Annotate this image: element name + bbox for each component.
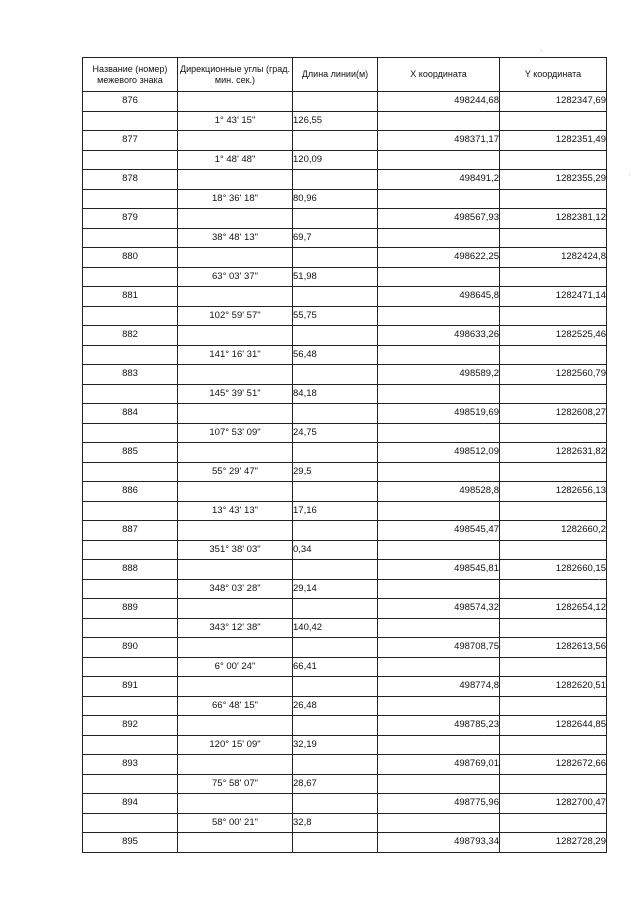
empty-cell — [293, 599, 378, 619]
table-header-row — [83, 58, 607, 92]
empty-cell — [293, 521, 378, 541]
table-row-point — [83, 326, 607, 346]
mark-number: 891 — [83, 677, 178, 697]
empty-cell — [293, 287, 378, 307]
y-coordinate: 1282351,49 — [500, 131, 607, 151]
empty-cell — [293, 482, 378, 502]
x-coordinate: 498371,17 — [378, 131, 500, 151]
direction-angle: 107° 53' 09" — [178, 423, 293, 443]
empty-cell — [83, 462, 178, 482]
y-coordinate: 1282660,15 — [500, 560, 607, 580]
empty-cell — [178, 833, 293, 853]
empty-cell — [178, 521, 293, 541]
empty-cell — [500, 579, 607, 599]
empty-cell — [178, 170, 293, 190]
table-row-point — [83, 677, 607, 697]
line-length: 84,18 — [293, 384, 378, 404]
line-length: 0,34 — [293, 540, 378, 560]
table-row-segment — [83, 345, 607, 365]
empty-cell — [500, 735, 607, 755]
table-body — [83, 92, 607, 853]
table-row-point — [83, 287, 607, 307]
empty-cell — [378, 501, 500, 521]
table-row-segment — [83, 579, 607, 599]
table-row-point — [83, 794, 607, 814]
line-length: 80,96 — [293, 189, 378, 209]
empty-cell — [178, 248, 293, 268]
direction-angle: 102° 59' 57" — [178, 306, 293, 326]
y-coordinate: 1282672,66 — [500, 755, 607, 775]
table-row-point — [83, 404, 607, 424]
y-coordinate: 1282525,46 — [500, 326, 607, 346]
table-row-point — [83, 365, 607, 385]
empty-cell — [378, 267, 500, 287]
line-length: 32,19 — [293, 735, 378, 755]
table-row-segment — [83, 774, 607, 794]
empty-cell — [500, 267, 607, 287]
mark-number: 888 — [83, 560, 178, 580]
x-coordinate: 498785,23 — [378, 716, 500, 736]
y-coordinate: 1282620,51 — [500, 677, 607, 697]
empty-cell — [178, 716, 293, 736]
empty-cell — [293, 92, 378, 112]
header-length: Длина линии(м) — [293, 58, 378, 92]
empty-cell — [378, 111, 500, 131]
empty-cell — [293, 755, 378, 775]
empty-cell — [500, 696, 607, 716]
mark-number: 895 — [83, 833, 178, 853]
empty-cell — [293, 677, 378, 697]
empty-cell — [500, 813, 607, 833]
direction-angle: 58° 00' 21" — [178, 813, 293, 833]
empty-cell — [178, 326, 293, 346]
x-coordinate: 498574,32 — [378, 599, 500, 619]
empty-cell — [378, 189, 500, 209]
header-x: X координата — [378, 58, 500, 92]
table-row-segment — [83, 618, 607, 638]
empty-cell — [500, 150, 607, 170]
line-length: 69,7 — [293, 228, 378, 248]
table-row-segment — [83, 501, 607, 521]
empty-cell — [378, 150, 500, 170]
y-coordinate: 1282700,47 — [500, 794, 607, 814]
mark-number: 877 — [83, 131, 178, 151]
empty-cell — [378, 540, 500, 560]
table-row-segment — [83, 540, 607, 560]
table-row-segment — [83, 228, 607, 248]
empty-cell — [178, 638, 293, 658]
line-length: 29,5 — [293, 462, 378, 482]
direction-angle: 1° 48' 48" — [178, 150, 293, 170]
scan-speck: · — [598, 575, 601, 584]
empty-cell — [378, 462, 500, 482]
y-coordinate: 1282608,27 — [500, 404, 607, 424]
empty-cell — [178, 209, 293, 229]
empty-cell — [500, 384, 607, 404]
scan-speck: · — [628, 170, 631, 179]
y-coordinate: 1282631,82 — [500, 443, 607, 463]
x-coordinate: 498769,01 — [378, 755, 500, 775]
x-coordinate: 498633,26 — [378, 326, 500, 346]
table-row-segment — [83, 267, 607, 287]
empty-cell — [83, 384, 178, 404]
y-coordinate: 1282381,12 — [500, 209, 607, 229]
direction-angle: 63° 03' 37" — [178, 267, 293, 287]
x-coordinate: 498645,8 — [378, 287, 500, 307]
empty-cell — [378, 345, 500, 365]
direction-angle: 145° 39' 51" — [178, 384, 293, 404]
empty-cell — [178, 599, 293, 619]
direction-angle: 348° 03' 28" — [178, 579, 293, 599]
table-row-point — [83, 599, 607, 619]
y-coordinate: 1282471,14 — [500, 287, 607, 307]
empty-cell — [293, 131, 378, 151]
table-row-point — [83, 248, 607, 268]
direction-angle: 18° 36' 18" — [178, 189, 293, 209]
table-row-segment — [83, 423, 607, 443]
y-coordinate: 1282560,79 — [500, 365, 607, 385]
table-row-point — [83, 209, 607, 229]
y-coordinate: 1282613,56 — [500, 638, 607, 658]
empty-cell — [83, 813, 178, 833]
table-row-segment — [83, 735, 607, 755]
y-coordinate: 1282660,2 — [500, 521, 607, 541]
table-row-point — [83, 755, 607, 775]
empty-cell — [178, 482, 293, 502]
line-length: 140,42 — [293, 618, 378, 638]
table-row-segment — [83, 657, 607, 677]
line-length: 66,41 — [293, 657, 378, 677]
empty-cell — [83, 657, 178, 677]
empty-cell — [500, 228, 607, 248]
table-row-point — [83, 170, 607, 190]
mark-number: 876 — [83, 92, 178, 112]
direction-angle: 55° 29' 47" — [178, 462, 293, 482]
direction-angle: 343° 12' 38" — [178, 618, 293, 638]
header-y: Y координата — [500, 58, 607, 92]
empty-cell — [83, 345, 178, 365]
direction-angle: 120° 15' 09" — [178, 735, 293, 755]
empty-cell — [83, 306, 178, 326]
line-length: 17,16 — [293, 501, 378, 521]
mark-number: 879 — [83, 209, 178, 229]
table-row-segment — [83, 150, 607, 170]
y-coordinate: 1282424,8 — [500, 248, 607, 268]
empty-cell — [378, 423, 500, 443]
empty-cell — [378, 228, 500, 248]
empty-cell — [500, 657, 607, 677]
x-coordinate: 498708,75 — [378, 638, 500, 658]
empty-cell — [178, 560, 293, 580]
x-coordinate: 498774,8 — [378, 677, 500, 697]
x-coordinate: 498528,8 — [378, 482, 500, 502]
empty-cell — [293, 404, 378, 424]
empty-cell — [293, 365, 378, 385]
empty-cell — [500, 462, 607, 482]
x-coordinate: 498244,68 — [378, 92, 500, 112]
line-length: 28,67 — [293, 774, 378, 794]
mark-number: 893 — [83, 755, 178, 775]
empty-cell — [378, 774, 500, 794]
empty-cell — [178, 287, 293, 307]
mark-number: 878 — [83, 170, 178, 190]
y-coordinate: 1282644,85 — [500, 716, 607, 736]
empty-cell — [178, 794, 293, 814]
header-mark: Название (номер) межевого знака — [83, 58, 178, 92]
empty-cell — [500, 501, 607, 521]
empty-cell — [500, 423, 607, 443]
table-row-segment — [83, 813, 607, 833]
x-coordinate: 498519,69 — [378, 404, 500, 424]
line-length: 24,75 — [293, 423, 378, 443]
empty-cell — [378, 696, 500, 716]
direction-angle: 38° 48' 13" — [178, 228, 293, 248]
table-row-point — [83, 638, 607, 658]
table-row-point — [83, 833, 607, 853]
empty-cell — [378, 735, 500, 755]
x-coordinate: 498775,96 — [378, 794, 500, 814]
x-coordinate: 498567,93 — [378, 209, 500, 229]
direction-angle: 351° 38' 03" — [178, 540, 293, 560]
empty-cell — [378, 306, 500, 326]
table-row-point — [83, 521, 607, 541]
empty-cell — [500, 774, 607, 794]
direction-angle: 1° 43' 15" — [178, 111, 293, 131]
line-length: 55,75 — [293, 306, 378, 326]
boundary-coordinates-table — [82, 57, 607, 853]
table-row-segment — [83, 111, 607, 131]
empty-cell — [293, 794, 378, 814]
empty-cell — [500, 345, 607, 365]
empty-cell — [378, 657, 500, 677]
x-coordinate: 498793,34 — [378, 833, 500, 853]
empty-cell — [83, 423, 178, 443]
mark-number: 892 — [83, 716, 178, 736]
table-row-point — [83, 560, 607, 580]
mark-number: 882 — [83, 326, 178, 346]
direction-angle: 66° 48' 15" — [178, 696, 293, 716]
x-coordinate: 498622,25 — [378, 248, 500, 268]
x-coordinate: 498512,09 — [378, 443, 500, 463]
empty-cell — [293, 443, 378, 463]
mark-number: 883 — [83, 365, 178, 385]
empty-cell — [178, 92, 293, 112]
table-row-segment — [83, 462, 607, 482]
empty-cell — [83, 228, 178, 248]
empty-cell — [293, 209, 378, 229]
direction-angle: 141° 16' 31" — [178, 345, 293, 365]
table-row-point — [83, 482, 607, 502]
empty-cell — [378, 579, 500, 599]
line-length: 51,98 — [293, 267, 378, 287]
line-length: 29,14 — [293, 579, 378, 599]
table-row-point — [83, 131, 607, 151]
empty-cell — [378, 618, 500, 638]
scan-speck: · — [540, 46, 543, 55]
direction-angle: 6° 00' 24" — [178, 657, 293, 677]
empty-cell — [293, 248, 378, 268]
mark-number: 887 — [83, 521, 178, 541]
empty-cell — [83, 267, 178, 287]
mark-number: 890 — [83, 638, 178, 658]
y-coordinate: 1282654,12 — [500, 599, 607, 619]
direction-angle: 13° 43' 13" — [178, 501, 293, 521]
empty-cell — [83, 774, 178, 794]
empty-cell — [178, 755, 293, 775]
empty-cell — [500, 189, 607, 209]
y-coordinate: 1282347,69 — [500, 92, 607, 112]
empty-cell — [83, 618, 178, 638]
y-coordinate: 1282355,29 — [500, 170, 607, 190]
mark-number: 886 — [83, 482, 178, 502]
table-row-point — [83, 443, 607, 463]
empty-cell — [378, 384, 500, 404]
empty-cell — [178, 404, 293, 424]
x-coordinate: 498545,47 — [378, 521, 500, 541]
table-row-point — [83, 92, 607, 112]
line-length: 120,09 — [293, 150, 378, 170]
empty-cell — [178, 365, 293, 385]
empty-cell — [500, 306, 607, 326]
empty-cell — [83, 501, 178, 521]
empty-cell — [378, 813, 500, 833]
empty-cell — [500, 618, 607, 638]
empty-cell — [83, 696, 178, 716]
x-coordinate: 498589,2 — [378, 365, 500, 385]
mark-number: 894 — [83, 794, 178, 814]
direction-angle: 75° 58' 07" — [178, 774, 293, 794]
table-row-point — [83, 716, 607, 736]
line-length: 56,48 — [293, 345, 378, 365]
line-length: 32,8 — [293, 813, 378, 833]
empty-cell — [83, 111, 178, 131]
empty-cell — [83, 579, 178, 599]
mark-number: 881 — [83, 287, 178, 307]
empty-cell — [293, 833, 378, 853]
empty-cell — [293, 560, 378, 580]
empty-cell — [293, 326, 378, 346]
y-coordinate: 1282728,29 — [500, 833, 607, 853]
header-angle: Дирекционные углы (град. мин. сек.) — [178, 58, 293, 92]
empty-cell — [293, 638, 378, 658]
table-row-segment — [83, 384, 607, 404]
line-length: 126,55 — [293, 111, 378, 131]
empty-cell — [178, 131, 293, 151]
empty-cell — [83, 735, 178, 755]
y-coordinate: 1282656,13 — [500, 482, 607, 502]
empty-cell — [293, 716, 378, 736]
empty-cell — [83, 189, 178, 209]
empty-cell — [178, 443, 293, 463]
table-row-segment — [83, 189, 607, 209]
table-row-segment — [83, 696, 607, 716]
mark-number: 880 — [83, 248, 178, 268]
x-coordinate: 498491,2 — [378, 170, 500, 190]
empty-cell — [293, 170, 378, 190]
mark-number: 889 — [83, 599, 178, 619]
mark-number: 885 — [83, 443, 178, 463]
empty-cell — [178, 677, 293, 697]
empty-cell — [83, 150, 178, 170]
empty-cell — [500, 540, 607, 560]
empty-cell — [83, 540, 178, 560]
line-length: 26,48 — [293, 696, 378, 716]
empty-cell — [500, 111, 607, 131]
mark-number: 884 — [83, 404, 178, 424]
table-row-segment — [83, 306, 607, 326]
x-coordinate: 498545,81 — [378, 560, 500, 580]
